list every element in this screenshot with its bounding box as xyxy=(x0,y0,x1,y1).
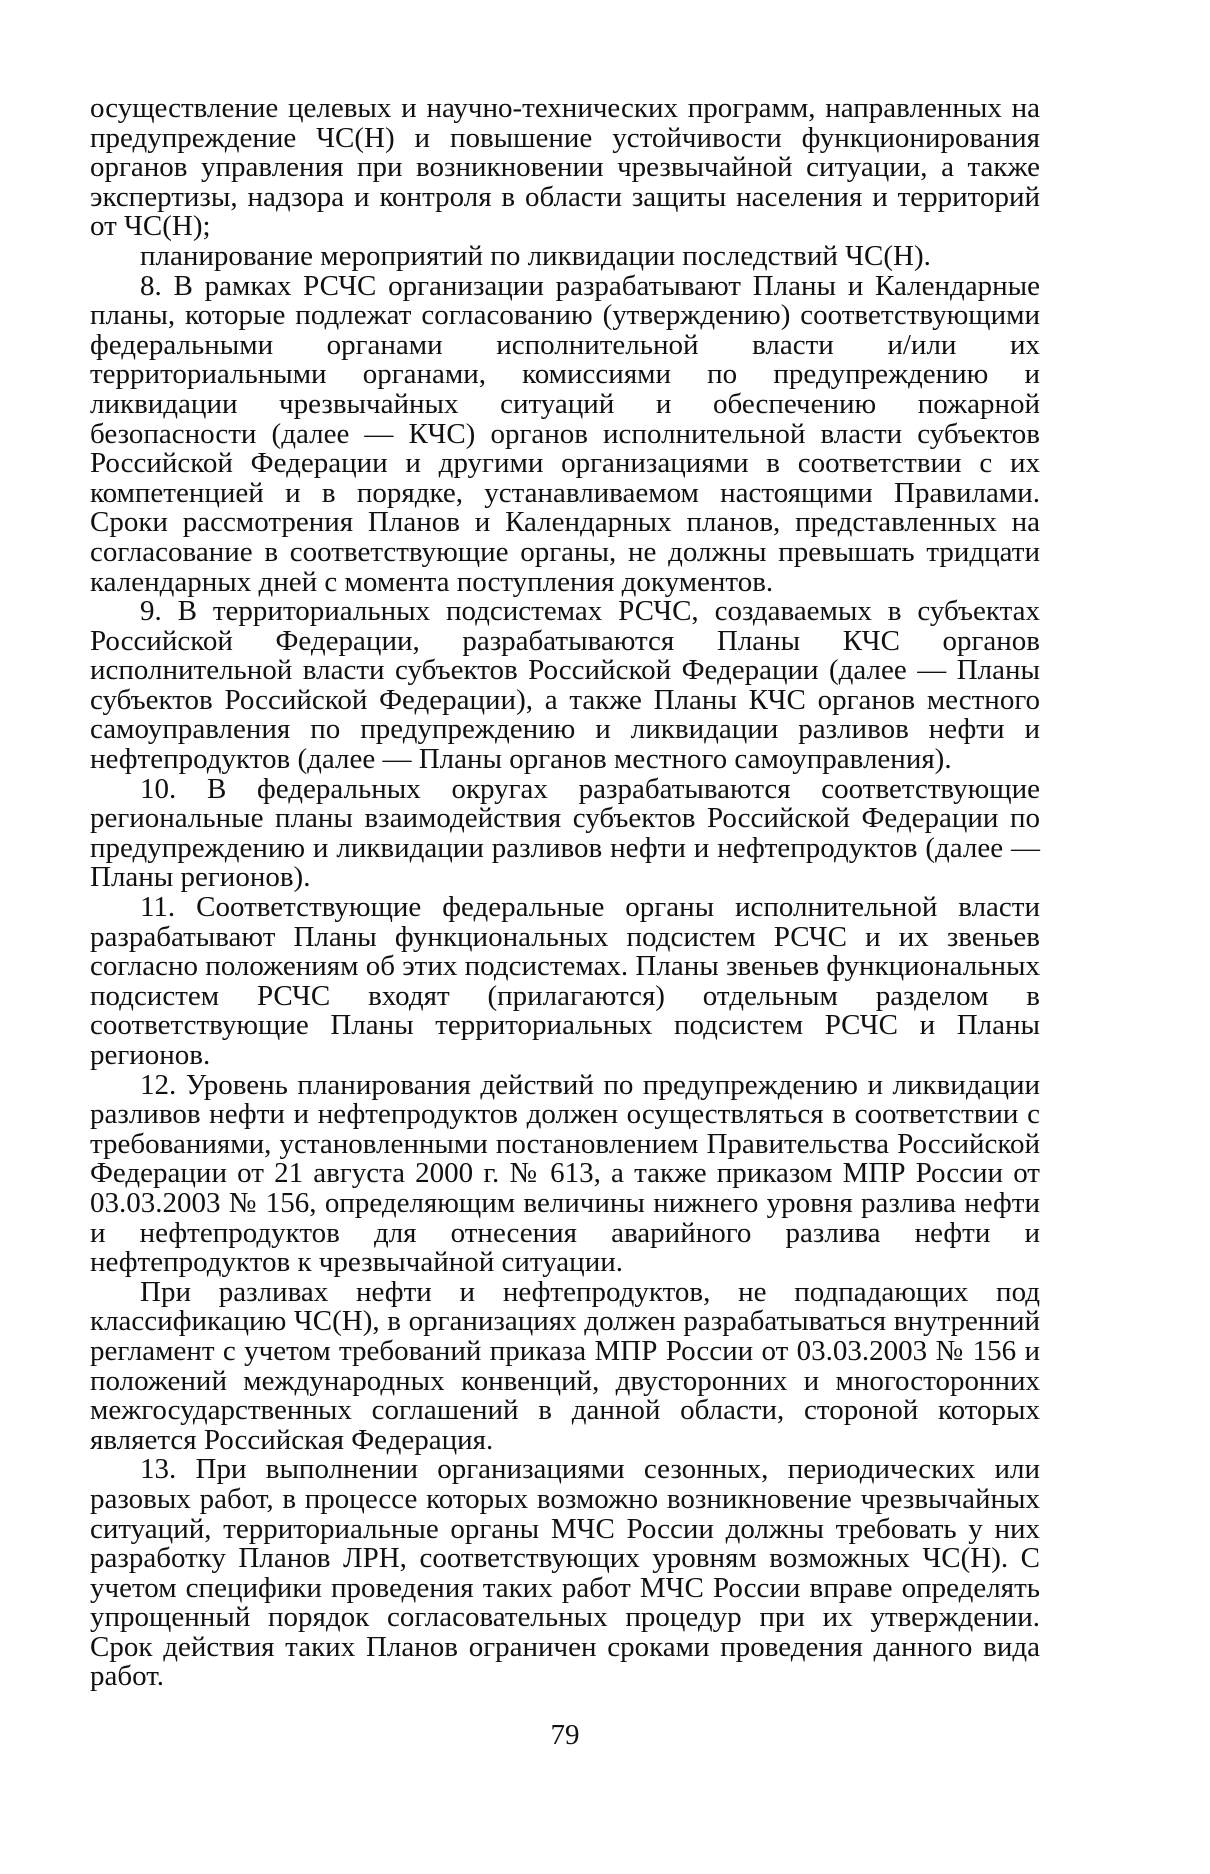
paragraph-13: 13. При выполнении организациями сезонных, периодических или разовых работ, в процессе которых возможно возникновение чрезвычайных ситуаций, территориальные органы МЧС России должны требовать у них разработку Планов ЛРН, соответствующих уровням возможных ЧС(Н). С учетом специфики проведения таких работ МЧС России вправе определять упрощенный порядок согласовательных процедур при их утверждении. Срок действия таких Планов ограничен сроками проведения данного вида работ. xyxy=(90,1453,1040,1693)
document-page xyxy=(90,94,1040,1824)
page-number: 79 xyxy=(550,1719,580,1751)
paragraph-9: 9. В территориальных подсистемах РСЧС, создаваемых в субъектах Российской Федерации, разрабатываются Планы КЧС органов исполнительной власти субъектов Российской Федерации (далее — Планы субъектов Российской Федерации), а также Планы КЧС органов местного самоуправления по предупреждению и ликвидации разливов нефти и нефтепродуктов (далее — Планы органов местного самоуправления). xyxy=(90,595,1040,776)
paragraph-10: 10. В федеральных округах разрабатываются соответствующие региональные планы взаимодействия субъектов Российской Федерации по предупреждению и ликвидации разливов нефти и нефтепродуктов (далее — Планы регионов). xyxy=(90,772,1040,894)
paragraph-8: 8. В рамках РСЧС организации разрабатывают Планы и Календарные планы, которые подлежат согласованию (утверждению) соответствующими федеральными органами исполнительной власти и/или их территориальными органами, комиссиями по предупреждению и ликвидации чрезвычайных ситуаций и обеспечению пожарной безопасности (далее — КЧС) органов исполнительной власти субъектов Российской Федерации и другими организациями в соответствии с их компетенцией и в порядке, устанавливаемом настоящими Правилами. Сроки рассмотрения Планов и Календарных планов, представленных на согласование в соответствующие органы, не должны превышать тридцати календарных дней с момента поступления документов. xyxy=(90,269,1040,598)
body-text xyxy=(90,94,1040,1692)
paragraph-12-addendum: При разливах нефти и нефтепродуктов, не подпадающих под классификацию ЧС(Н), в организациях должен разрабатываться внутренний регламент с учетом требований приказа МПР России от 03.03.2003 № 156 и положений международных конвенций, двусторонних и многосторонних межгосударственных соглашений в данной области, стороной которых является Российская Федерация. xyxy=(90,1275,1040,1456)
paragraph-continuation: осуществление целевых и научно-технических программ, направленных на предупреждение ЧС(Н) и повышение устойчивости функционирования органов управления при возникновении чрезвычайной ситуации, а также экспертизы, надзора и контроля в области защиты населения и территорий от ЧС(Н); xyxy=(90,92,1040,243)
paragraph-11: 11. Соответствующие федеральные органы исполнительной власти разрабатывают Планы функциональных подсистем РСЧС и их звеньев согласно положениям об этих подсистемах. Планы звеньев функциональных подсистем РСЧС входят (прилагаются) отдельным разделом в соответствующие Планы территориальных подсистем РСЧС и Планы регионов. xyxy=(90,891,1040,1071)
paragraph-planning: планирование мероприятий по ликвидации последствий ЧС(Н). xyxy=(140,239,931,272)
paragraph-12: 12. Уровень планирования действий по предупреждению и ликвидации разливов нефти и нефтепродуктов должен осуществляться в соответствии с требованиями, установленными постановлением Правительства Российской Федерации от 21 августа 2000 г. № 613, а также приказом МПР России от 03.03.2003 № 156, определяющим величины нижнего уровня разлива нефти и нефтепродуктов для отнесения аварийного разлива нефти и нефтепродуктов к чрезвычайной ситуации. xyxy=(90,1068,1040,1279)
